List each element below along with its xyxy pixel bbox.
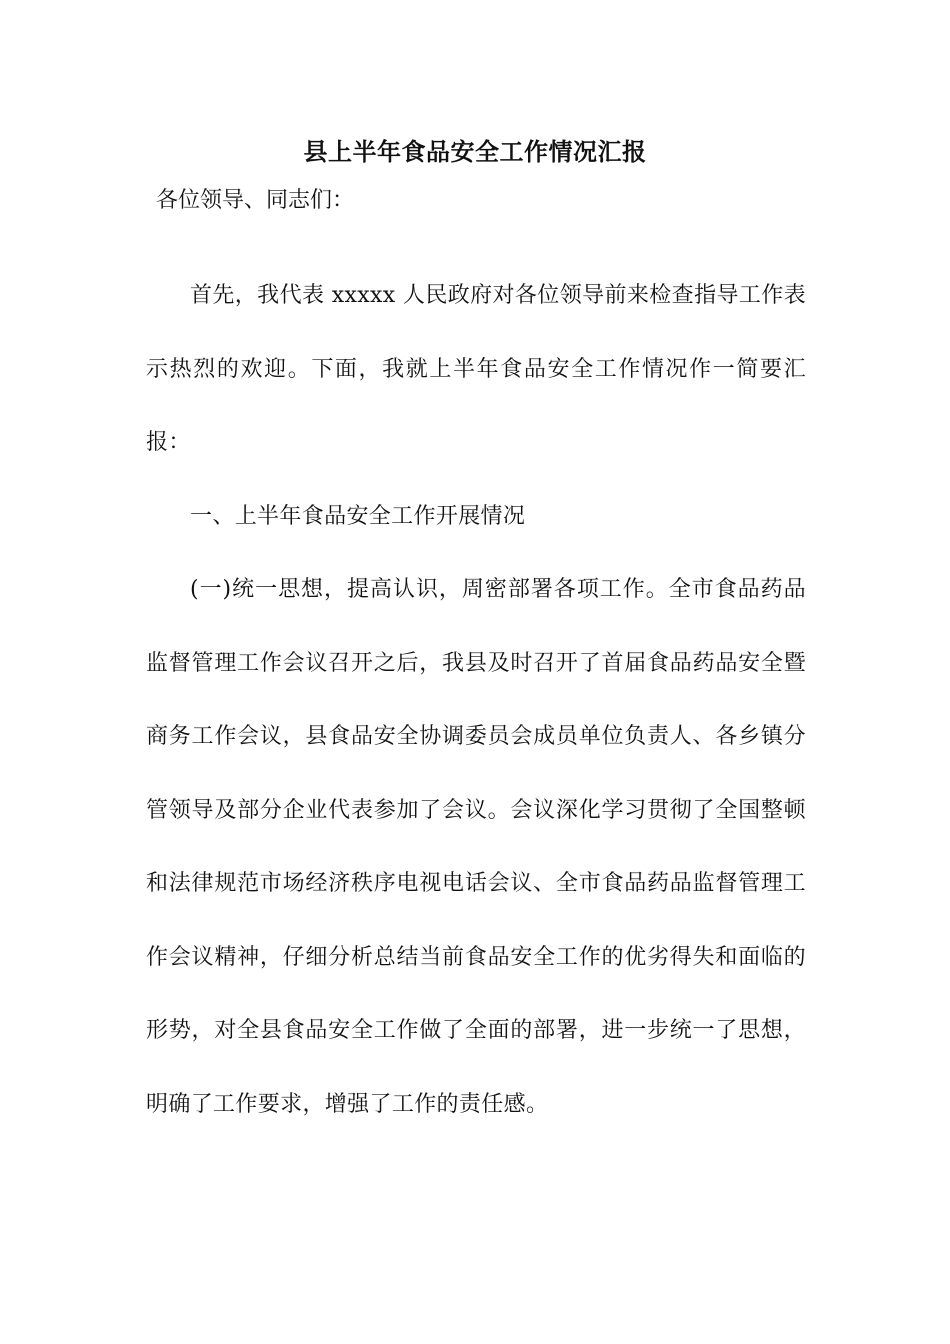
document-title: 县上半年食品安全工作情况汇报	[303, 137, 647, 166]
intro-paragraph: 首先，我代表 xxxxx 人民政府对各位领导前来检查指导工作表示热烈的欢迎。下面，我就上半年食品安全工作情况作一简要汇报：	[146, 283, 806, 455]
salutation: 各位领导、同志们：	[156, 188, 355, 213]
subsection-paragraph: (一)统一思想，提高认识，周密部署各项工作。全市食品药品监督管理工作会议召开之后，我县及时召开了首届食品药品安全暨商务工作会议，县食品安全协调委员会成员单位负责人、各乡镇分管领导及部分企业代表参加了会议。会议深化学习贯彻了全国整顿和法律规范市场经济秩序电视电话会议、全市食品药品监督管理工作会议精神，仔细分析总结当前食品安全工作的优劣得失和面临的形势，对全县食品安全工作做了全面的部署，进一步统一了思想，明确了工作要求，增强了工作的责任感。	[146, 577, 806, 1117]
section-heading: 一、上半年食品安全工作开展情况	[190, 503, 526, 529]
document-body	[146, 259, 806, 1141]
